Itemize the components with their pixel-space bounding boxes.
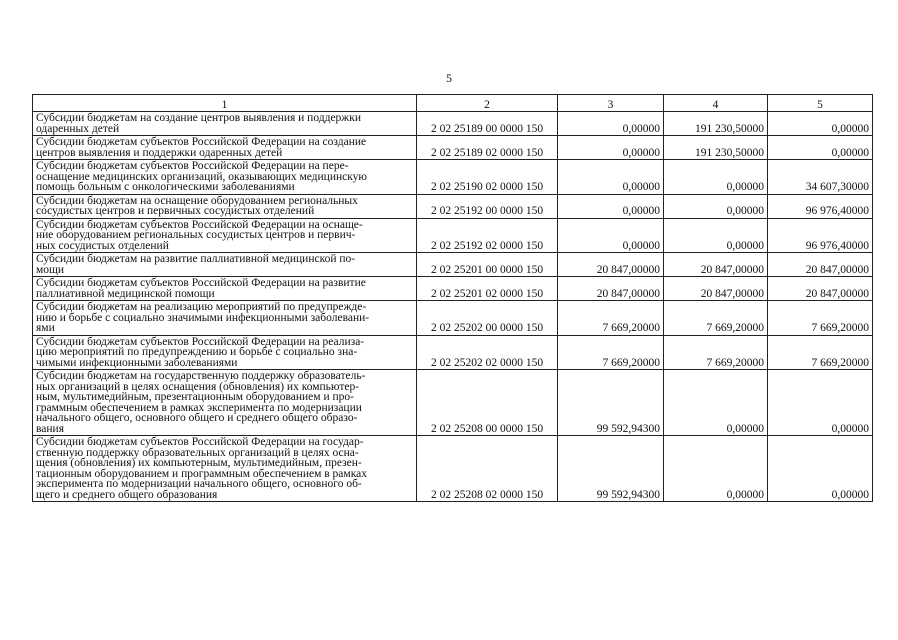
description-line: ным, мультимедийным, презентационным оборудованием и про-: [36, 391, 354, 403]
budget-code-cell: 2 02 25190 02 0000 150: [417, 160, 558, 195]
row-description: [33, 194, 417, 218]
description-line: Субсидии бюджетам субъектов Российской Федерации на создание: [36, 136, 367, 148]
description-line: Субсидии бюджетам на оснащение оборудованием региональных: [36, 194, 358, 207]
description-line: нию и борьбе с социально значимыми инфекционными заболевани-: [36, 311, 370, 324]
header-row: [33, 95, 873, 112]
description-line: Субсидии бюджетам на создание центров выявления и поддержки: [36, 112, 361, 124]
column-header-5: 5: [768, 95, 873, 112]
table-row: [33, 112, 873, 136]
description-line: Субсидии бюджетам субъектов Российской Федерации на государ-: [36, 436, 364, 448]
description-line: ных сосудистых отделений: [36, 239, 169, 252]
column-header-1: 1: [33, 95, 417, 112]
description-line: начального общего, основного общего и среднего общего образо-: [36, 412, 358, 424]
row-description: [33, 335, 417, 370]
description-line: Субсидии бюджетам на реализацию мероприятий по предупрежде-: [36, 301, 367, 313]
description-line: вания: [36, 422, 64, 435]
row-description: [33, 370, 417, 436]
description-line: тационным оборудованием и программным обеспечением в рамках: [36, 467, 367, 480]
table-row: [33, 370, 873, 436]
budget-code-cell: 2 02 25192 00 0000 150: [417, 194, 558, 218]
value-col5-cell: 96 976,40000: [768, 194, 873, 218]
value-col4-cell: 191 230,50000: [664, 112, 768, 136]
row-description: [33, 218, 417, 253]
value-col4-cell: 0,00000: [664, 370, 768, 436]
row-description: [33, 436, 417, 502]
description-line: ных организаций в целях оснащения (обновления) их компьютер-: [36, 380, 360, 393]
value-col4-cell: 7 669,20000: [664, 335, 768, 370]
description-line: цию мероприятий по предупреждению и борьбе с социально зна-: [36, 346, 358, 358]
table-row: [33, 277, 873, 301]
row-description: [33, 112, 417, 136]
value-col3-cell: 0,00000: [558, 112, 664, 136]
table-row: [33, 194, 873, 218]
description-line: Субсидии бюджетам на государственную поддержку образователь-: [36, 370, 366, 382]
value-col5-cell: 20 847,00000: [768, 253, 873, 277]
description-line: ственную поддержку образовательных организаций в целях осна-: [36, 446, 359, 459]
description-line: центров выявления и поддержки одаренных детей: [36, 146, 283, 159]
description-line: Субсидии бюджетам субъектов Российской Федерации на оснаще-: [36, 218, 363, 231]
value-col3-cell: 99 592,94300: [558, 436, 664, 502]
description-line: мощи: [36, 263, 65, 276]
budget-code-cell: 2 02 25201 02 0000 150: [417, 277, 558, 301]
table-row: [33, 218, 873, 253]
value-col3-cell: 7 669,20000: [558, 301, 664, 336]
description-line: помощь больным с онкологическими заболеваниями: [36, 181, 295, 193]
description-line: паллиативной медицинской помощи: [36, 287, 215, 300]
row-description: [33, 160, 417, 195]
budget-code-cell: 2 02 25202 00 0000 150: [417, 301, 558, 336]
row-description: [33, 136, 417, 160]
description-line: Субсидии бюджетам субъектов Российской Федерации на пере-: [36, 160, 349, 172]
description-line: ями: [36, 322, 55, 334]
description-line: Субсидии бюджетам субъектов Российской Федерации на реализа-: [36, 335, 365, 348]
row-description: [33, 277, 417, 301]
budget-code-cell: 2 02 25189 00 0000 150: [417, 112, 558, 136]
description-line: Субсидии бюджетам субъектов Российской Федерации на развитие: [36, 277, 366, 289]
table-row: [33, 160, 873, 195]
budget-code-cell: 2 02 25208 02 0000 150: [417, 436, 558, 502]
value-col3-cell: 99 592,94300: [558, 370, 664, 436]
value-col4-cell: 20 847,00000: [664, 277, 768, 301]
value-col4-cell: 20 847,00000: [664, 253, 768, 277]
value-col3-cell: 0,00000: [558, 136, 664, 160]
value-col5-cell: 0,00000: [768, 370, 873, 436]
value-col5-cell: 0,00000: [768, 436, 873, 502]
budget-code-cell: 2 02 25201 00 0000 150: [417, 253, 558, 277]
value-col5-cell: 96 976,40000: [768, 218, 873, 253]
value-col3-cell: 0,00000: [558, 160, 664, 195]
row-description: [33, 301, 417, 336]
column-header-3: 3: [558, 95, 664, 112]
value-col5-cell: 7 669,20000: [768, 335, 873, 370]
description-line: ние оборудованием региональных сосудистых центров и первич-: [36, 229, 356, 241]
budget-code-cell: 2 02 25192 02 0000 150: [417, 218, 558, 253]
page-number: 5: [446, 71, 452, 85]
value-col4-cell: 0,00000: [664, 194, 768, 218]
column-header-4: 4: [664, 95, 768, 112]
description-line: щего и среднего общего образования: [36, 488, 218, 501]
value-col5-cell: 0,00000: [768, 112, 873, 136]
budget-code-cell: 2 02 25189 02 0000 150: [417, 136, 558, 160]
description-line: щения (обновления) их компьютерным, мультимедийным, презен-: [36, 457, 362, 469]
table-row: [33, 253, 873, 277]
table-row: [33, 335, 873, 370]
table-row: [33, 301, 873, 336]
row-description: [33, 253, 417, 277]
value-col3-cell: 20 847,00000: [558, 253, 664, 277]
value-col3-cell: 0,00000: [558, 218, 664, 253]
description-line: одаренных детей: [36, 122, 120, 135]
value-col4-cell: 0,00000: [664, 218, 768, 253]
description-line: оснащение медицинских организаций, оказывающих медицинскую: [36, 170, 368, 183]
value-col5-cell: 34 607,30000: [768, 160, 873, 195]
table-row: [33, 436, 873, 502]
budget-code-cell: 2 02 25202 02 0000 150: [417, 335, 558, 370]
value-col4-cell: 0,00000: [664, 160, 768, 195]
table-row: [33, 136, 873, 160]
value-col5-cell: 20 847,00000: [768, 277, 873, 301]
description-line: чимыми инфекционными заболеваниями: [36, 356, 238, 369]
description-line: эксперимента по модернизации начального общего, основного об-: [36, 478, 362, 490]
value-col3-cell: 0,00000: [558, 194, 664, 218]
description-line: сосудистых центров и первичных сосудистых отделений: [36, 205, 315, 217]
column-header-2: 2: [417, 95, 558, 112]
description-line: граммным обеспечением в рамках эксперимента по модернизации: [36, 401, 362, 414]
value-col4-cell: 7 669,20000: [664, 301, 768, 336]
budget-table: [32, 94, 873, 502]
value-col4-cell: 191 230,50000: [664, 136, 768, 160]
value-col5-cell: 7 669,20000: [768, 301, 873, 336]
value-col4-cell: 0,00000: [664, 436, 768, 502]
description-line: Субсидии бюджетам на развитие паллиативной медицинской по-: [36, 253, 356, 265]
budget-code-cell: 2 02 25208 00 0000 150: [417, 370, 558, 436]
value-col3-cell: 7 669,20000: [558, 335, 664, 370]
value-col5-cell: 0,00000: [768, 136, 873, 160]
value-col3-cell: 20 847,00000: [558, 277, 664, 301]
